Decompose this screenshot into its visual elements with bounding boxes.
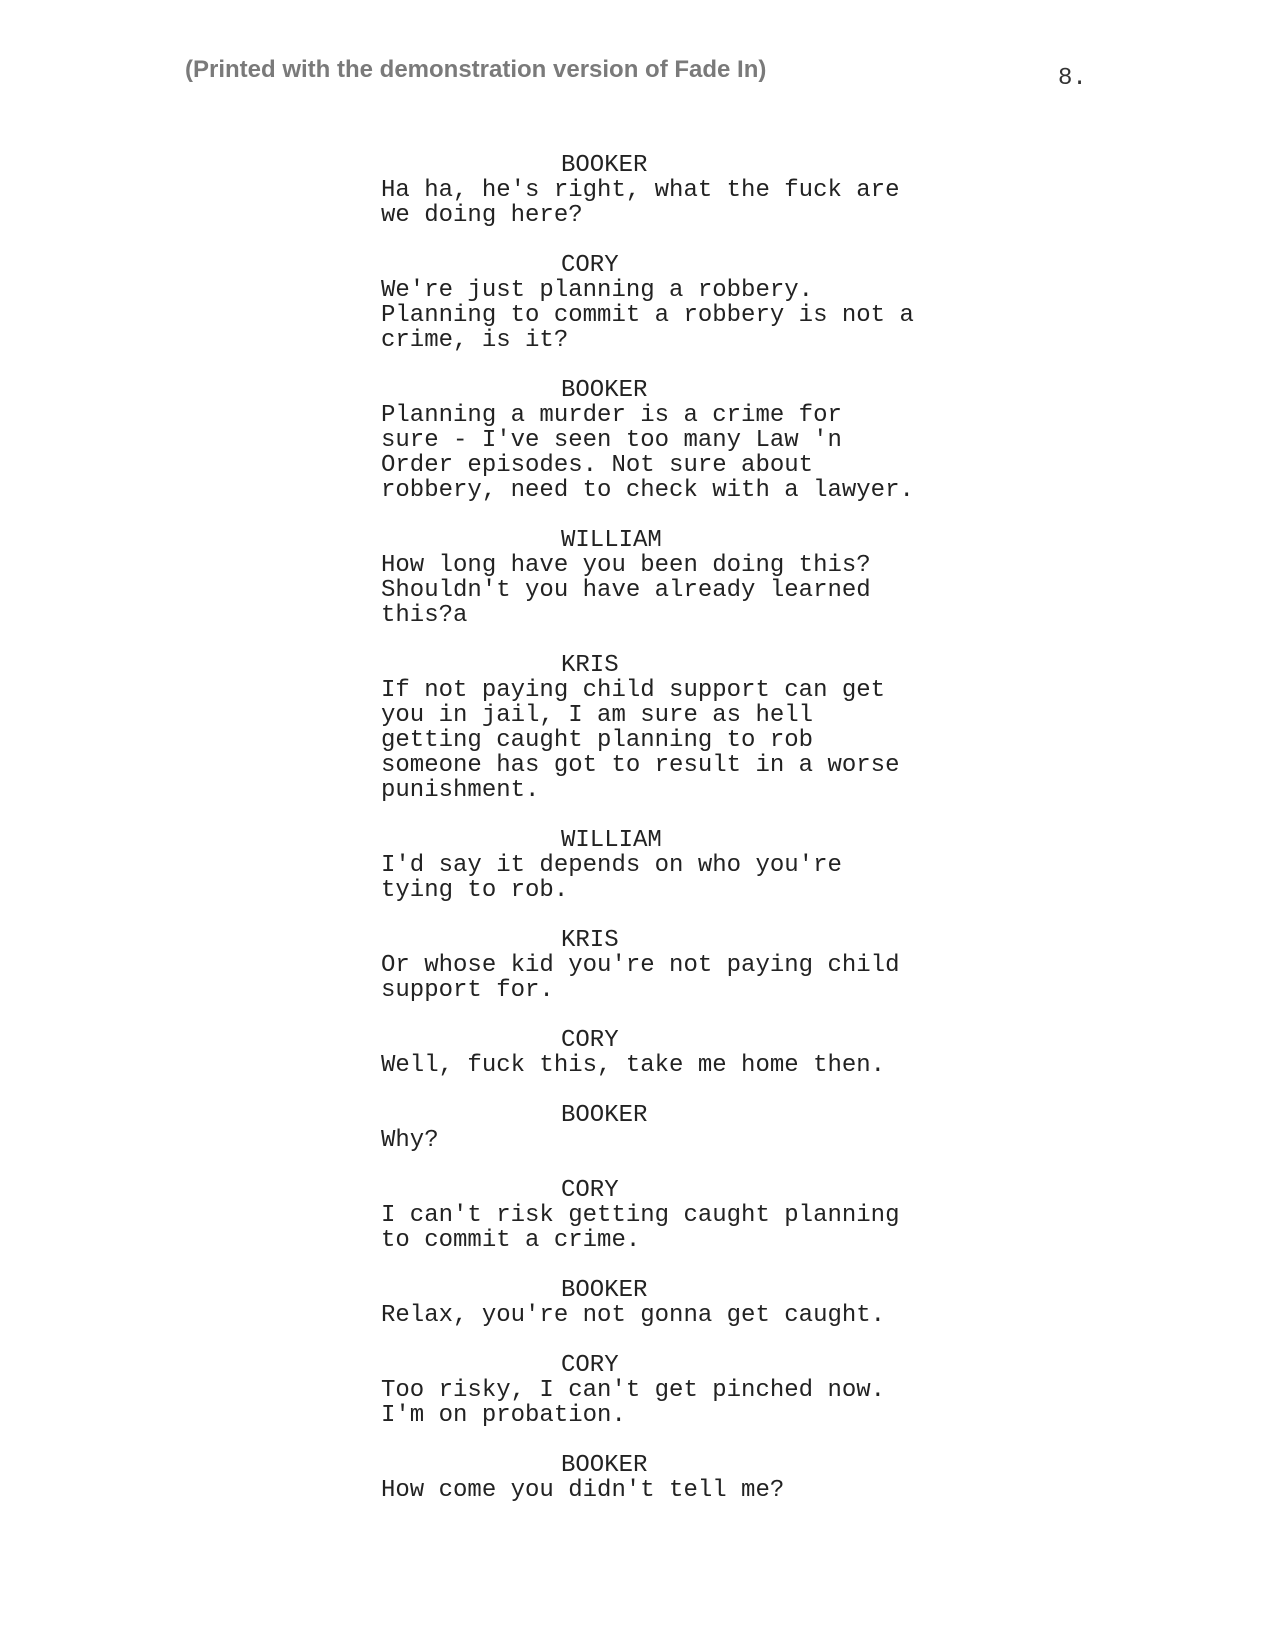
dialogue-line: tying to rob. — [381, 877, 569, 904]
dialogue-line: Planning to commit a robbery is not a — [381, 302, 914, 329]
character-name: BOOKER — [561, 152, 648, 179]
dialogue-line: I'm on probation. — [381, 1402, 626, 1429]
dialogue-line: Shouldn't you have already learned — [381, 577, 871, 604]
dialogue-block — [381, 253, 981, 353]
dialogue-line: I'd say it depends on who you're — [381, 852, 842, 879]
dialogue-block — [381, 828, 981, 903]
dialogue-line: Well, fuck this, take me home then. — [381, 1052, 886, 1079]
dialogue-block — [381, 1178, 981, 1253]
dialogue-line: crime, is it? — [381, 327, 569, 354]
page-number: 8. — [1058, 65, 1087, 92]
character-name: WILLIAM — [561, 827, 662, 854]
dialogue-line: How long have you been doing this? — [381, 552, 871, 579]
dialogue-line: Why? — [381, 1127, 439, 1154]
dialogue-line: Order episodes. Not sure about — [381, 452, 814, 479]
character-name: BOOKER — [561, 1452, 648, 1479]
dialogue-line: punishment. — [381, 777, 540, 804]
dialogue-block — [381, 1353, 981, 1428]
dialogue-block — [381, 378, 981, 503]
character-name: CORY — [561, 1352, 619, 1379]
dialogue-block — [381, 1453, 981, 1503]
screenplay-body — [381, 153, 981, 1528]
dialogue-block — [381, 653, 981, 803]
demo-watermark: (Printed with the demonstration version of Fade In) — [185, 56, 767, 83]
character-name: CORY — [561, 1027, 619, 1054]
dialogue-line: We're just planning a robbery. — [381, 277, 814, 304]
dialogue-line: Ha ha, he's right, what the fuck are — [381, 177, 900, 204]
dialogue-line: getting caught planning to rob — [381, 727, 814, 754]
dialogue-block — [381, 1028, 981, 1078]
dialogue-line: to commit a crime. — [381, 1227, 641, 1254]
dialogue-line: I can't risk getting caught planning — [381, 1202, 900, 1229]
character-name: CORY — [561, 1177, 619, 1204]
dialogue-line: How come you didn't tell me? — [381, 1477, 785, 1504]
dialogue-line: robbery, need to check with a lawyer. — [381, 477, 914, 504]
dialogue-line: this?a — [381, 602, 468, 629]
character-name: CORY — [561, 252, 619, 279]
dialogue-line: Planning a murder is a crime for — [381, 402, 842, 429]
character-name: WILLIAM — [561, 527, 662, 554]
character-name: BOOKER — [561, 1277, 648, 1304]
dialogue-line: we doing here? — [381, 202, 583, 229]
dialogue-line: someone has got to result in a worse — [381, 752, 900, 779]
dialogue-block — [381, 153, 981, 228]
dialogue-block — [381, 528, 981, 628]
character-name: BOOKER — [561, 1102, 648, 1129]
dialogue-line: you in jail, I am sure as hell — [381, 702, 814, 729]
character-name: KRIS — [561, 927, 619, 954]
dialogue-line: support for. — [381, 977, 554, 1004]
dialogue-line: Too risky, I can't get pinched now. — [381, 1377, 886, 1404]
character-name: BOOKER — [561, 377, 648, 404]
dialogue-block — [381, 1103, 981, 1153]
dialogue-line: Or whose kid you're not paying child — [381, 952, 900, 979]
character-name: KRIS — [561, 652, 619, 679]
dialogue-line: If not paying child support can get — [381, 677, 886, 704]
dialogue-line: Relax, you're not gonna get caught. — [381, 1302, 886, 1329]
dialogue-line: sure - I've seen too many Law 'n — [381, 427, 842, 454]
dialogue-block — [381, 1278, 981, 1328]
dialogue-block — [381, 928, 981, 1003]
